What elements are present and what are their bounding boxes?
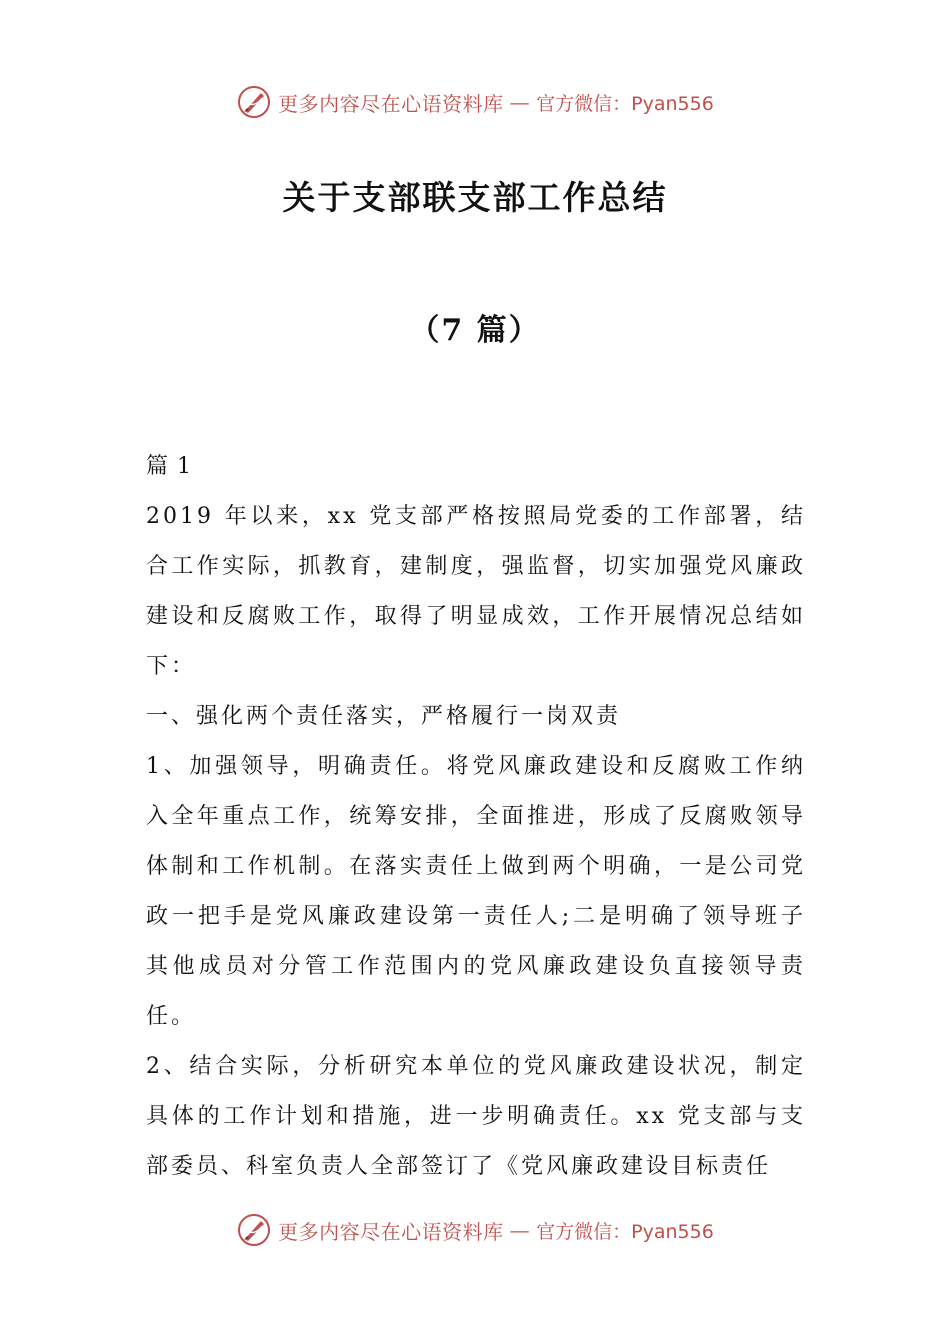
document-title: 关于支部联支部工作总结 [282,178,668,217]
quill-pen-logo-icon [236,84,272,120]
banner-slogan: 更多内容尽在心语资料库 [278,1219,504,1244]
banner-contact: 官方微信：Pyan556 [536,1220,714,1243]
header-watermark-banner [0,82,950,122]
paragraph-item-2: 2、结合实际，分析研究本单位的党风廉政建设状况，制定具体的工作计划和措施，进一步明确责任。xx 党支部与支部委员、科室负责人全部签订了《党风廉政建设目标责任 [146,1054,806,1179]
quill-pen-logo-icon [236,1212,272,1248]
paragraph-intro: 2019 年以来，xx 党支部严格按照局党委的工作部署，结合工作实际，抓教育，建制度，强监督，切实加强党风廉政建设和反腐败工作，取得了明显成效，工作开展情况总结如下： [146,504,806,679]
footer-watermark-banner [0,1210,950,1250]
paragraph-heading-1: 一、强化两个责任落实，严格履行一岗双责 [146,704,622,729]
document-body [146,442,806,1192]
paragraph-item-1: 1、加强领导，明确责任。将党风廉政建设和反腐败工作纳入全年重点工作，统筹安排，全面推进，形成了反腐败领导体制和工作机制。在落实责任上做到两个明确，一是公司党政一把手是党风廉政建设第一责任人;二是明确了领导班子其他成员对分管工作范围内的党风廉政建设负直接领导责任。 [146,754,806,1029]
banner-separator: — [509,90,531,114]
document-subtitle: （7 篇） [409,313,541,348]
banner-slogan: 更多内容尽在心语资料库 [278,91,504,116]
section-label: 篇 1 [146,454,192,479]
banner-separator: — [509,1218,531,1242]
banner-contact: 官方微信：Pyan556 [536,92,714,115]
